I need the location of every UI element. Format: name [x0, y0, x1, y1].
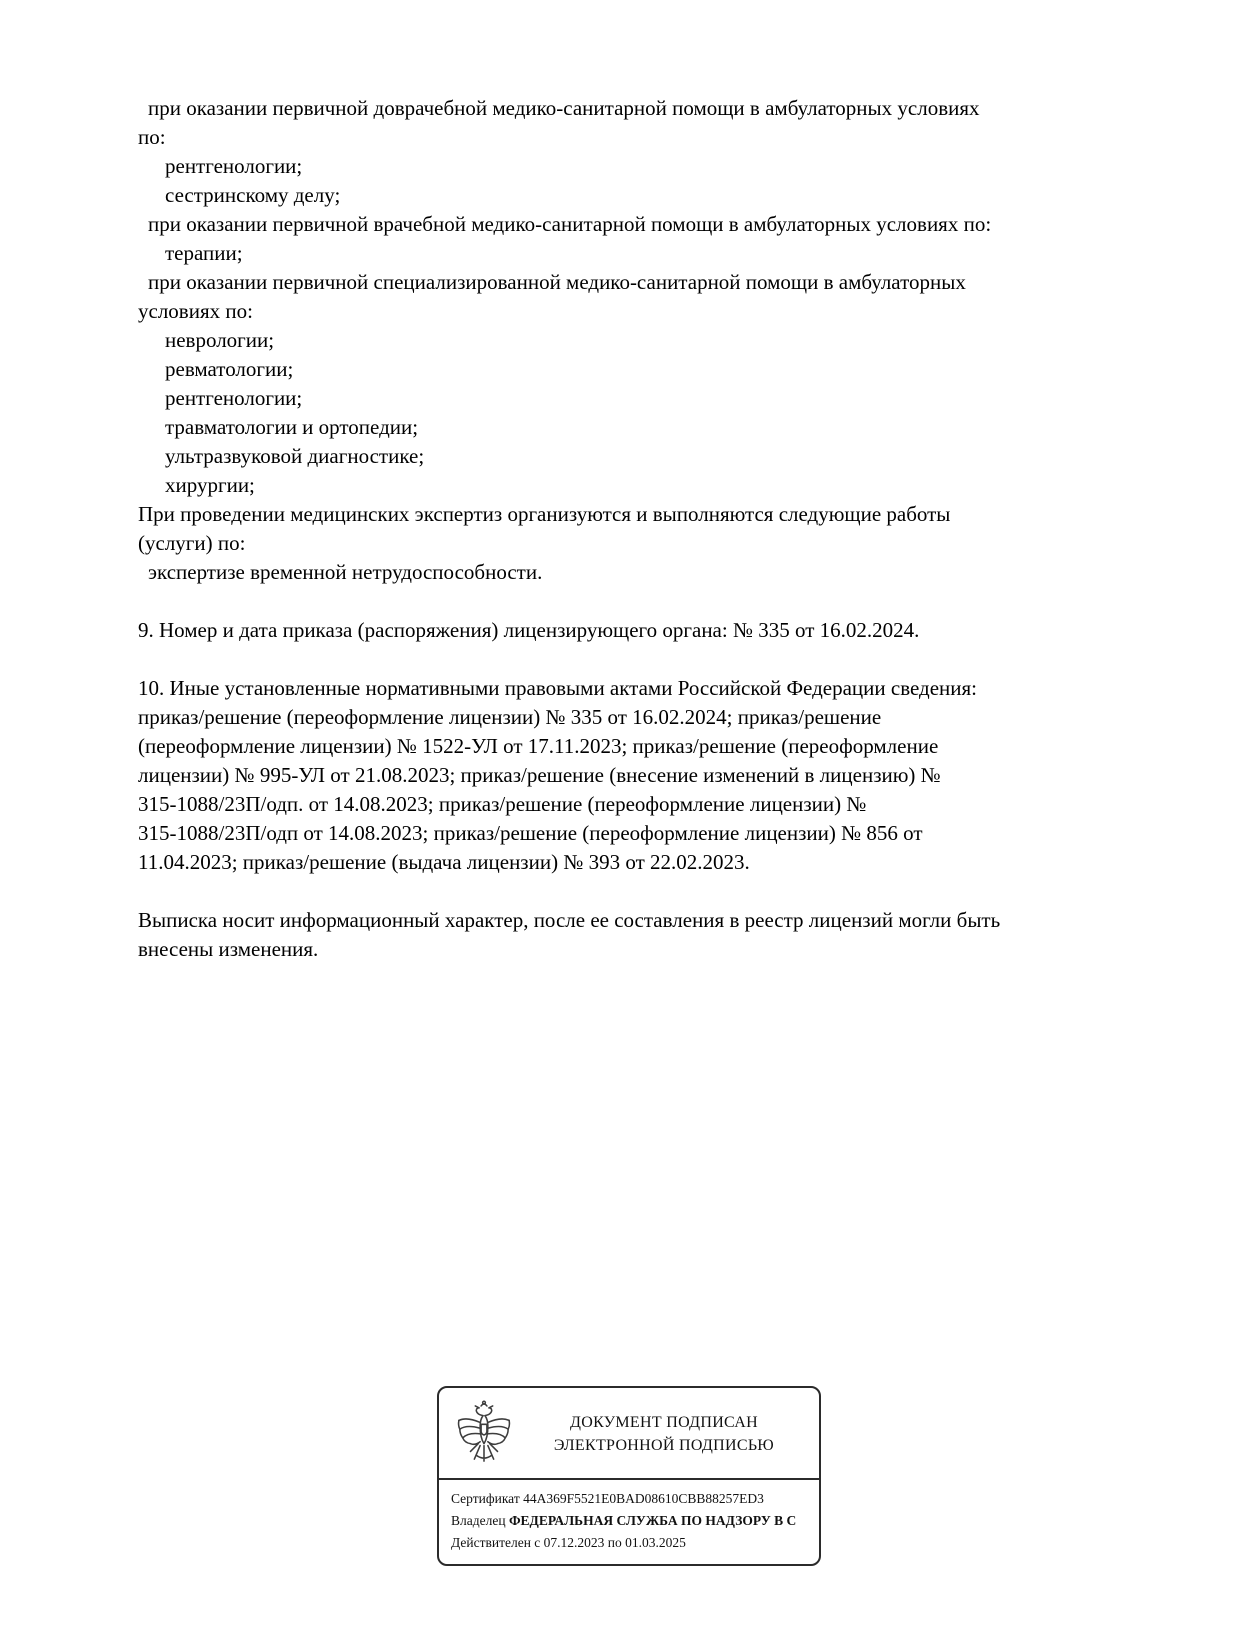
validity-line: Действителен с 07.12.2023 по 01.03.2025 [451, 1535, 686, 1550]
text-line: Выписка носит информационный характер, после ее составления в реестр лицензий могли быть [138, 908, 1001, 932]
text-line: при оказании первичной специализированной медико-санитарной помощи в амбулаторных [148, 270, 966, 294]
stamp-title-line1: ДОКУМЕНТ ПОДПИСАН [570, 1414, 758, 1431]
text-line: рентгенологии; [165, 386, 303, 410]
item-10-paragraph [138, 674, 1106, 877]
electronic-signature-stamp [437, 1386, 821, 1566]
disclaimer-paragraph [138, 906, 1106, 964]
text-line: (услуги) по: [138, 531, 246, 555]
coat-of-arms-icon [455, 1398, 513, 1470]
text-line: при оказании первичной врачебной медико-санитарной помощи в амбулаторных условиях по: [148, 212, 992, 236]
text-line: приказ/решение (переоформление лицензии) № 335 от 16.02.2024; приказ/решение [138, 705, 882, 729]
text-line: 9. Номер и дата приказа (распоряжения) лицензирующего органа: № 335 от 16.02.2024. [138, 618, 920, 642]
text-line: ревматологии; [165, 357, 294, 381]
certificate-label: Сертификат [451, 1491, 520, 1506]
text-line: терапии; [165, 241, 243, 265]
text-line: по: [138, 125, 166, 149]
text-line: сестринскому делу; [165, 183, 341, 207]
text-line: травматологии и ортопедии; [165, 415, 419, 439]
text-line: 10. Иные установленные нормативными правовыми актами Российской Федерации сведения: [138, 676, 978, 700]
stamp-title-line2: ЭЛЕКТРОННОЙ ПОДПИСЬЮ [553, 1437, 775, 1454]
text-line: При проведении медицинских экспертиз организуются и выполняются следующие работы [138, 502, 951, 526]
owner-value: ФЕДЕРАЛЬНАЯ СЛУЖБА ПО НАДЗОРУ В С [508, 1513, 797, 1528]
text-line: хирургии; [165, 473, 255, 497]
text-line: ультразвуковой диагностике; [165, 444, 425, 468]
stamp-title [523, 1411, 805, 1457]
text-line: рентгенологии; [165, 154, 303, 178]
document-body [138, 94, 1106, 964]
owner-line [451, 1510, 819, 1532]
text-line: условиях по: [138, 299, 253, 323]
stamp-info [439, 1480, 819, 1564]
text-line: (переоформление лицензии) № 1522-УЛ от 17.11.2023; приказ/решение (переоформление [138, 734, 939, 758]
services-section [138, 94, 1106, 587]
text-line: экспертизе временной нетрудоспособности. [148, 560, 543, 584]
text-line: 315-1088/23П/одп. от 14.08.2023; приказ/решение (переоформление лицензии) № [138, 792, 867, 816]
item-9-paragraph [138, 616, 1106, 645]
certificate-value: 44A369F5521E0BAD08610CBB88257ED3 [523, 1491, 764, 1506]
text-line: лицензии) № 995-УЛ от 21.08.2023; приказ/решение (внесение изменений в лицензию) № [138, 763, 941, 787]
text-line: внесены изменения. [138, 937, 319, 961]
text-line: при оказании первичной доврачебной медико-санитарной помощи в амбулаторных условиях [148, 96, 980, 120]
text-line: 11.04.2023; приказ/решение (выдача лицензии) № 393 от 22.02.2023. [138, 850, 750, 874]
stamp-header [439, 1388, 819, 1478]
text-line: 315-1088/23П/одп от 14.08.2023; приказ/решение (переоформление лицензии) № 856 от [138, 821, 923, 845]
text-line: неврологии; [165, 328, 275, 352]
certificate-line [451, 1488, 819, 1510]
owner-label: Владелец [451, 1513, 506, 1528]
